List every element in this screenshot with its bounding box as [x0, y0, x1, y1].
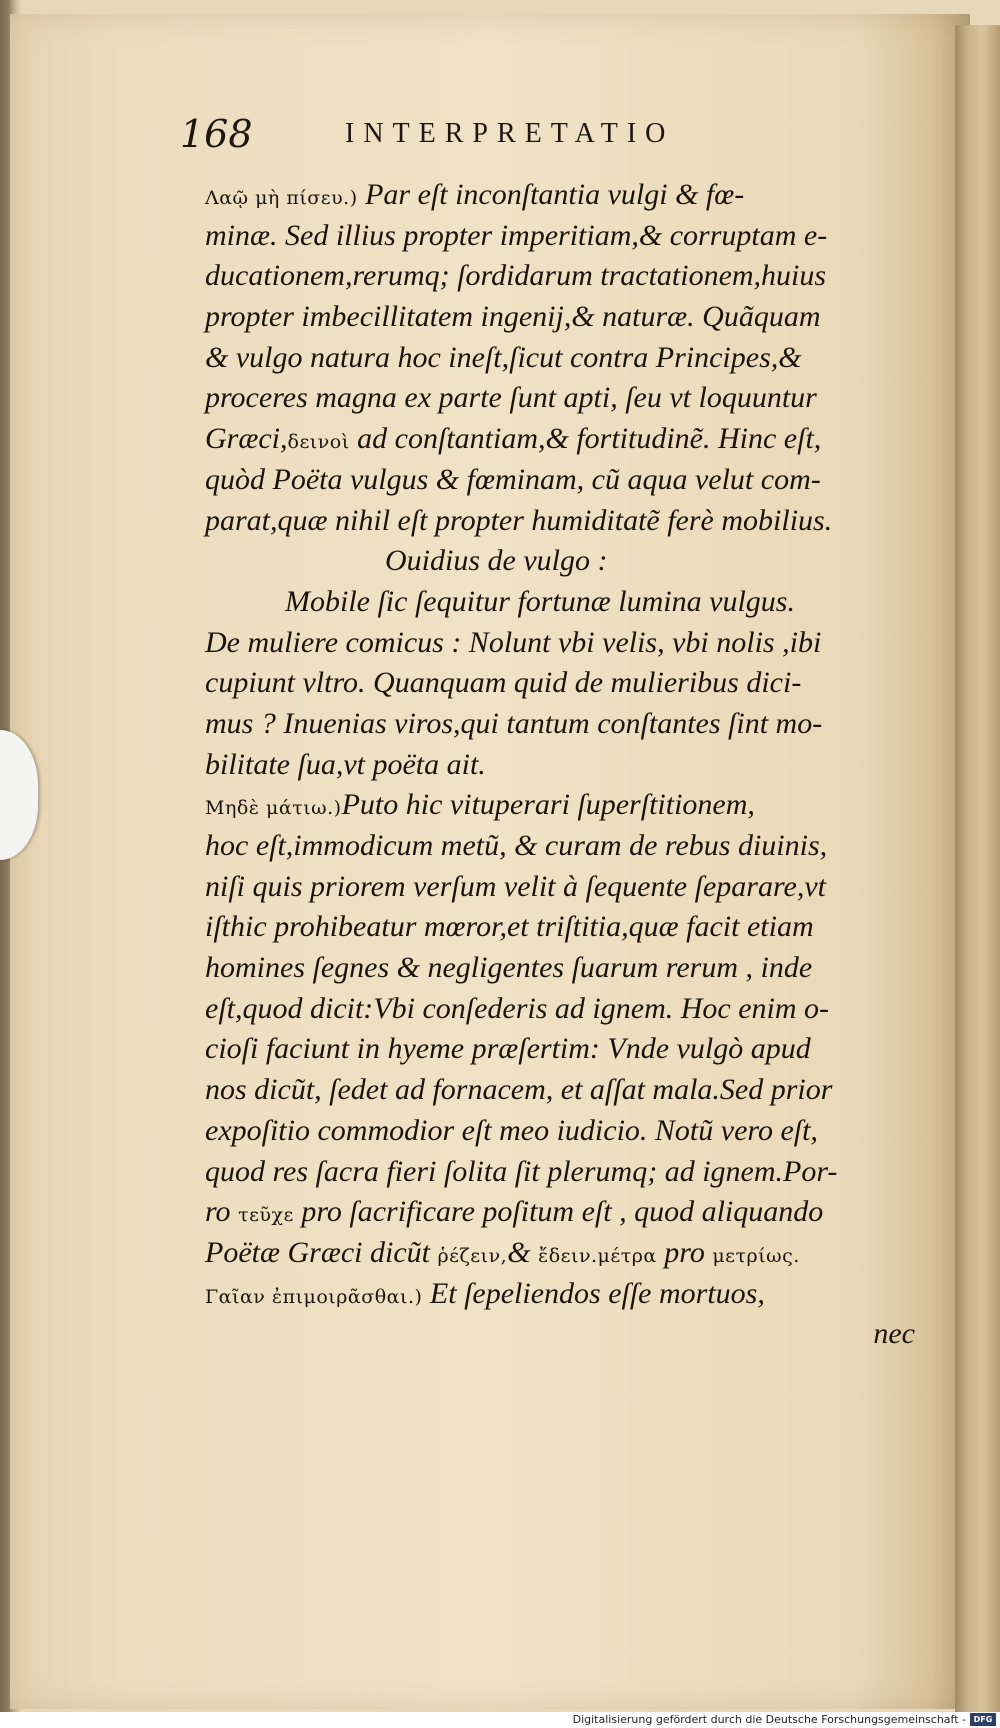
text-line — [205, 460, 925, 501]
page-number: 168 — [180, 112, 253, 156]
latin-text: Par eſt inconſtantia vulgi & fœ- — [357, 178, 745, 211]
greek-lemma: Μηδὲ μάτιω.) — [205, 797, 342, 820]
latin-text: pro ſacrificare poſitum eſt , quod aliquando — [293, 1195, 824, 1229]
latin-text: proceres magna ex parte ſunt apti, ſeu vt loquuntur — [205, 381, 817, 415]
latin-text: & — [507, 1235, 539, 1269]
text-line — [205, 867, 925, 908]
text-line — [205, 419, 925, 460]
latin-text: expoſitio commodior eſt meo iudicio. Notũ vero eſt, — [205, 1113, 818, 1147]
greek-lemma: ῥέζειν, — [437, 1244, 508, 1267]
text-line — [205, 1192, 925, 1233]
latin-text: & vulgo natura hoc ineſt,ſicut contra Principes,& — [205, 340, 802, 374]
text-line — [205, 948, 925, 989]
greek-lemma: ἔδειν.μέτρα — [538, 1244, 657, 1267]
text-line — [205, 826, 925, 867]
greek-lemma: δεινοὶ — [287, 431, 350, 454]
latin-text: Et ſepeliendos eſſe mortuos, — [422, 1276, 765, 1310]
text-line — [205, 582, 925, 623]
latin-text: Puto hic vituperari ſuperſtitionem, — [341, 788, 755, 822]
text-line — [205, 663, 925, 704]
latin-text: nos dicũt, ſedet ad fornacem, et aſſat mala.Sed prior — [205, 1073, 833, 1107]
text-line — [205, 501, 925, 542]
text-line — [205, 541, 925, 582]
latin-text: ad conſtantiam,& fortitudinẽ. Hinc eſt, — [349, 422, 822, 456]
latin-text: iſthic prohibeatur mœror,et triſtitia,quæ facit etiam — [205, 910, 814, 944]
text-line — [205, 907, 925, 948]
latin-text: ro — [205, 1195, 239, 1229]
latin-text: Poëtæ Græci dicũt — [205, 1235, 438, 1269]
latin-text: quòd Poëta vulgus & fœminam, cũ aqua velut com- — [205, 462, 821, 496]
text-line — [205, 378, 925, 419]
body-text — [205, 175, 925, 1355]
latin-text: De muliere comicus : Nolunt vbi velis, vbi nolis ,ibi — [205, 625, 822, 659]
latin-text: parat,quæ nihil eſt propter humiditatẽ ferè mobilius. — [205, 503, 833, 537]
text-line — [205, 256, 925, 297]
text-line — [205, 1029, 925, 1070]
greek-lemma: τεῦχε — [238, 1204, 294, 1227]
text-line — [205, 1152, 925, 1193]
greek-lemma: Λαῷ μὴ πίσευ.) — [205, 187, 358, 209]
text-line — [205, 297, 925, 338]
text-line — [205, 216, 925, 257]
latin-text: bilitate ſua,vt poëta ait. — [205, 747, 486, 781]
greek-lemma: Γαῖαν ἐπιμοιρᾶσθαι.) — [205, 1285, 423, 1308]
latin-text: cupiunt vltro. Quanquam quid de mulieribus dici- — [205, 666, 802, 700]
latin-text: Græci, — [205, 422, 288, 456]
facing-page-edge — [955, 25, 1000, 1715]
latin-text: nec — [873, 1317, 915, 1351]
greek-lemma: μετρίως. — [712, 1244, 800, 1267]
latin-text: Mobile ſic ſequitur fortunæ lumina vulgus. — [285, 584, 795, 618]
latin-text: homines ſegnes & negligentes ſuarum rerum , inde — [205, 951, 813, 985]
text-line — [205, 1314, 925, 1355]
text-line — [205, 1070, 925, 1111]
dfg-logo: DFG — [970, 1713, 996, 1726]
text-line — [205, 623, 925, 664]
latin-text: mus ? Inuenias viros,qui tantum conſtantes ſint mo- — [205, 706, 823, 740]
page-header — [180, 112, 800, 162]
latin-text: propter imbecillitatem ingenij,& naturæ. Quãquam — [205, 300, 821, 334]
latin-text: eſt,quod dicit:Vbi conſederis ad ignem. Hoc enim o- — [205, 991, 830, 1025]
text-line — [205, 338, 925, 379]
text-line — [205, 1233, 925, 1274]
text-line — [205, 704, 925, 745]
text-line — [205, 785, 925, 826]
latin-text: minæ. Sed illius propter imperitiam,& corruptam e- — [205, 218, 828, 252]
latin-text: cioſi faciunt in hyeme præſertim: Vnde vulgò apud — [205, 1032, 811, 1066]
latin-text: pro — [656, 1235, 713, 1269]
text-line — [205, 175, 925, 216]
latin-text: hoc eſt,immodicum metũ, & curam de rebus diuinis, — [205, 829, 828, 862]
latin-text: Ouidius de vulgo : — [385, 544, 608, 578]
running-title: INTERPRETATIO — [345, 118, 675, 149]
text-line — [205, 1274, 925, 1315]
text-line — [205, 1111, 925, 1152]
digitization-credit: Digitalisierung gefördert durch die Deutsche Forschungsgemeinschaft - — [572, 1713, 966, 1726]
latin-text: quod res ſacra fieri ſolita ſit plerumq; ad ignem.Por- — [205, 1154, 838, 1188]
text-line — [205, 745, 925, 786]
text-line — [205, 989, 925, 1030]
latin-text: niſi quis priorem verſum velit à ſequente ſeparare,vt — [205, 869, 826, 903]
latin-text: ducationem,rerumq; ſordidarum tractationem,huius — [205, 259, 827, 293]
